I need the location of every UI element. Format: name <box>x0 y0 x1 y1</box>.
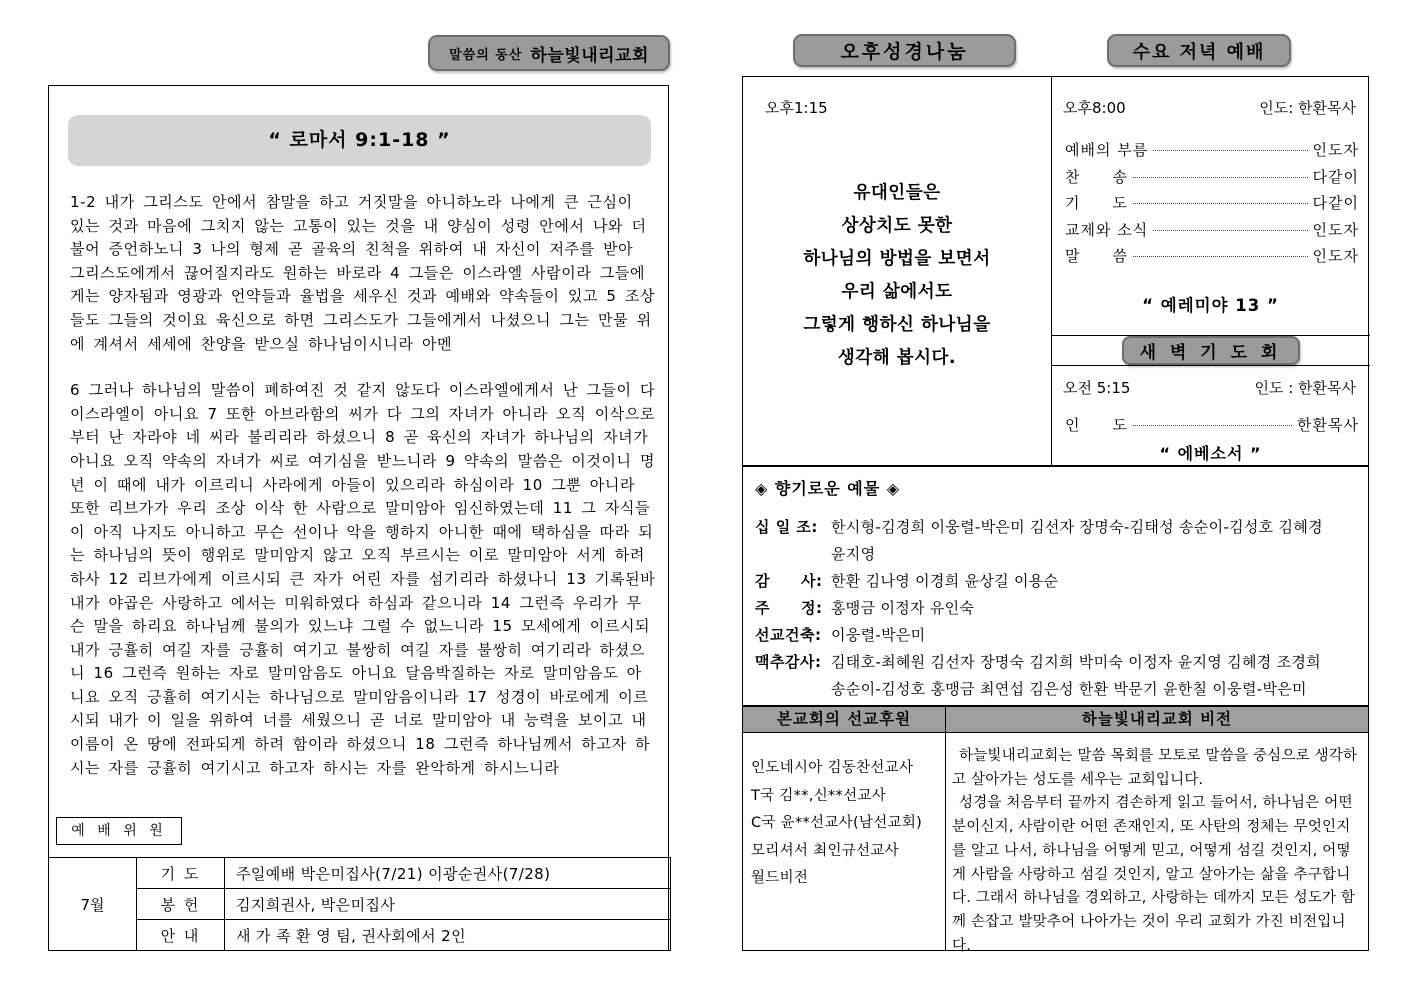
dotted-leader <box>1133 177 1308 178</box>
mission-item: T국 김**,신**선교사 <box>751 787 887 804</box>
afternoon-message <box>747 177 1047 375</box>
wednesday-scripture: “ 예레미야 13 ” <box>1142 296 1279 315</box>
order-by: 다같이 <box>1312 167 1359 186</box>
offering-names <box>831 622 1359 649</box>
dawn-time: 오전 5:15 <box>1063 379 1131 397</box>
order-row <box>1065 139 1359 166</box>
mission-item: 월드비전 <box>751 870 809 886</box>
offering-names <box>831 595 1359 622</box>
dotted-leader <box>1153 230 1307 231</box>
wednesday-service-badge: 수요 저녁 예배 <box>1107 34 1291 67</box>
offering-list <box>755 514 1359 703</box>
offering-names-line: 송순이-김성호 홍맹금 최연섭 김은성 한환 박문기 윤한칠 이웅렬-박은미 <box>831 680 1307 698</box>
column-divider <box>1051 77 1052 465</box>
order-row <box>1065 245 1359 272</box>
order-item: 교제와 소식 <box>1065 220 1149 239</box>
order-by: 한환목사 <box>1297 416 1359 434</box>
dotted-leader <box>1133 256 1308 257</box>
wednesday-time: 오후8:00 <box>1063 99 1126 117</box>
offering-names-line: 이웅렬-박은미 <box>831 626 926 644</box>
offering-names-line: 김태호-최혜원 김선자 장명숙 김지희 박미숙 이정자 윤지영 김혜경 조경희 <box>831 653 1321 671</box>
offering-label: 선교건축: <box>755 626 822 644</box>
duty-table <box>48 857 671 951</box>
order-by: 다같이 <box>1312 194 1359 212</box>
church-vision-text <box>945 732 1369 954</box>
duty-value: 주일예배 박은미집사(7/21) 이광순권사(7/28) <box>225 858 671 889</box>
offering-header: ◈ 향기로운 예물 ◈ <box>755 479 901 498</box>
offering-label: 맥추감사: <box>755 653 822 671</box>
order-by: 인도자 <box>1312 141 1359 159</box>
order-item: 인 도 <box>1065 416 1128 434</box>
dawn-scripture: “ 에베소서 ” <box>1159 444 1262 463</box>
vision-paragraph: 성경을 처음부터 끝까지 겸손하게 읽고 들어서, 하나님은 어떤 분이신지, 사람이란 어떤 존재인지, 또 사탄의 정체는 무엇인지를 알고 나서, 하나님을 어떻게 믿고, 어떻게 섬길 것인지, 어떻게 사람을 사랑하고 섬길 것인지, 알고 살아가는 삶을 추구합니다. 그래서 하나님을 경외하고, 사랑하는 데까지 모든 성도가 함께 손잡고 발맞추어 나아가는 것이 우리 교회가 가진 비전입니다. <box>952 795 1356 954</box>
vision-paragraph: 하늘빛내리교회는 말씀 목회를 모토로 말씀을 중심으로 생각하고 살아가는 성도를 세우는 교회입니다. <box>952 748 1358 788</box>
mission-item: 인도네시아 김동찬선교사 <box>751 760 914 776</box>
mission-item: C국 윤**선교사(남선교회) <box>751 815 923 831</box>
offering-names-line: 한환 김나영 이경희 윤상길 이용순 <box>831 572 1059 590</box>
duty-month-cell: 7월 <box>49 858 137 951</box>
order-row <box>1065 414 1359 441</box>
message-line: 생각해 봅시다. <box>837 348 957 368</box>
message-line: 상상치도 못한 <box>841 216 953 236</box>
order-item: 말 씀 <box>1065 247 1128 265</box>
duty-value: 새 가 족 환 영 팀, 권사회에서 2인 <box>225 920 671 951</box>
scripture-paragraph-2: 6 그러나 하나님의 말씀이 폐하여진 것 같지 않도다 이스라엘에게서 난 그들이 다 이스라엘이 아니요 7 또한 아브라함의 씨가 다 그의 자녀가 아니라 오직 이삭으로부터 난 자라야 네 씨라 불리리라 하셨으니 8 곧 육신의 자녀가 하나님의 자녀가 아니요 오직 약속의 자녀가 씨로 여기심을 받느니라 9 약속의 말씀은 이것이니 명년 이 때에 내가 이르리니 사라에게 아들이 있으리라 하심이라 10 그뿐 아니라 또한 리브가가 우리 조상 이삭 한 사람으로 말미암아 임신하였는데 11 그 자식들이 아직 나지도 아니하고 무슨 선이나 악을 행하지 아니한 때에 택하심을 따라 되는 하나님의 뜻이 행위로 말미암지 않고 오직 부르시는 이로 말미암아 서게 하려 하사 12 리브가에게 이르시되 큰 자가 어린 자를 섬기리라 하셨나니 13 기록된바 내가 야곱은 사랑하고 에서는 미워하였다 하심과 같으니라 14 그런즉 우리가 무슨 말을 하리요 하나님께 불의가 있느냐 그럴 수 없느니라 15 모세에게 이르시되 내가 긍휼히 여길 자를 긍휼히 여기고 불쌍히 여길 자를 불쌍히 여기리라 하셨으니 16 그런즉 원하는 자로 말미암음도 아니요 달음박질하는 자로 말미암음도 아니요 오직 긍휼히 여기시는 하나님으로 말미암음이니라 17 성경이 바로에게 이르시되 내가 이 일을 위하여 너를 세웠으니 곧 너로 말미암아 내 능력을 보이고 내 이름이 온 땅에 전파되게 하려 함이라 하셨으니 18 그런즉 하나님께서 하고자 하시는 자를 긍휼히 여기시고 하고자 하시는 자를 완악하게 하시느니라 <box>70 381 656 777</box>
services-panel <box>742 76 1369 466</box>
order-item: 찬 송 <box>1065 167 1128 186</box>
order-row <box>1065 219 1359 246</box>
dotted-leader <box>1133 425 1292 426</box>
order-item: 기 도 <box>1065 194 1128 212</box>
duty-value: 김지희권사, 박은미집사 <box>225 889 671 920</box>
offering-panel <box>742 466 1369 706</box>
offering-label: 감 사: <box>755 572 823 590</box>
offering-names-line: 윤지영 <box>831 545 876 563</box>
message-line: 우리 삶에서도 <box>841 282 953 302</box>
offering-item-weekly <box>755 595 1359 622</box>
dawn-leader: 인도 : 한환목사 <box>1254 379 1356 397</box>
offering-item-harvest-thanks <box>755 649 1359 703</box>
wednesday-leader: 인도: 한환목사 <box>1259 99 1356 117</box>
church-vision-header: 하늘빛내리교회 비전 <box>945 706 1369 733</box>
order-by: 인도자 <box>1312 220 1359 239</box>
order-by: 인도자 <box>1312 247 1359 265</box>
order-row <box>1065 166 1359 193</box>
offering-names <box>831 514 1359 568</box>
offering-item-tithe <box>755 514 1359 568</box>
scripture-text <box>70 191 656 780</box>
offering-label: 주 정: <box>755 599 823 617</box>
offering-names-line: 홍맹금 이정자 유인숙 <box>831 599 975 617</box>
duty-category: 기 도 <box>137 858 225 889</box>
dotted-leader <box>1133 203 1308 204</box>
offering-names-line: 한시형-김경희 이웅렬-박은미 김선자 장명숙-김태성 송순이-김성호 김혜경 <box>831 518 1323 536</box>
afternoon-bible-badge: 오후성경나눔 <box>793 34 1016 67</box>
offering-item-mission-building <box>755 622 1359 649</box>
dawn-prayer-badge: 새 벽 기 도 회 <box>1122 336 1300 365</box>
scripture-page <box>48 85 669 951</box>
duty-category: 봉 헌 <box>137 889 225 920</box>
scripture-paragraph-1: 1-2 내가 그리스도 안에서 참말을 하고 거짓말을 아니하노라 나에게 큰 근심이 있는 것과 마음에 그치지 않는 고통이 있는 것을 내 양심이 성령 안에서 나와 더불어 증언하노니 3 나의 형제 곧 골육의 친척을 위하여 내 자신이 저주를 받아 그리스도에게서 끊어질지라도 원하는 바로라 4 그들은 이스라엘 사람이라 그들에게는 양자됨과 영광과 언약들과 율법을 세우신 것과 예배와 약속들이 있고 5 조상들도 그들의 것이요 육신으로 하면 그리스도가 그들에게서 나셨으니 그는 만물 위에 계셔서 세세에 찬양을 받으실 하나님이시니라 아멘 <box>70 193 656 353</box>
duty-row-offering <box>49 889 671 920</box>
offering-label: 십 일 조: <box>755 518 818 536</box>
mission-item: 모리셔서 최인규선교사 <box>751 842 899 859</box>
bulletin-motto: 말씀의 동산 <box>449 47 523 63</box>
dawn-prayer-band <box>1051 335 1370 366</box>
duty-category: 안 내 <box>137 920 225 951</box>
duty-row-prayer <box>49 858 671 889</box>
dawn-order-of-worship <box>1065 414 1359 441</box>
worship-committee-label: 예 배 위 원 <box>56 817 182 845</box>
offering-item-thanks <box>755 568 1359 595</box>
mission-support-header: 본교회의 선교후원 <box>742 706 946 733</box>
order-item: 예배의 부름 <box>1065 141 1149 159</box>
message-line: 하나님의 방법을 보면서 <box>803 249 991 269</box>
offering-names <box>831 649 1359 703</box>
church-header-badge <box>428 35 670 71</box>
message-line: 그렇게 행하신 하나님을 <box>803 315 991 335</box>
offering-names <box>831 568 1359 595</box>
afternoon-time: 오후1:15 <box>765 99 828 117</box>
wednesday-order-of-worship <box>1065 139 1359 272</box>
scripture-title: “ 로마서 9:1-18 ” <box>68 115 651 166</box>
duty-row-greeting <box>49 920 671 951</box>
mission-support-list <box>742 732 946 951</box>
order-row <box>1065 192 1359 219</box>
dotted-leader <box>1153 150 1307 151</box>
church-name: 하늘빛내리교회 <box>530 45 649 66</box>
message-line: 유대인들은 <box>853 183 941 203</box>
